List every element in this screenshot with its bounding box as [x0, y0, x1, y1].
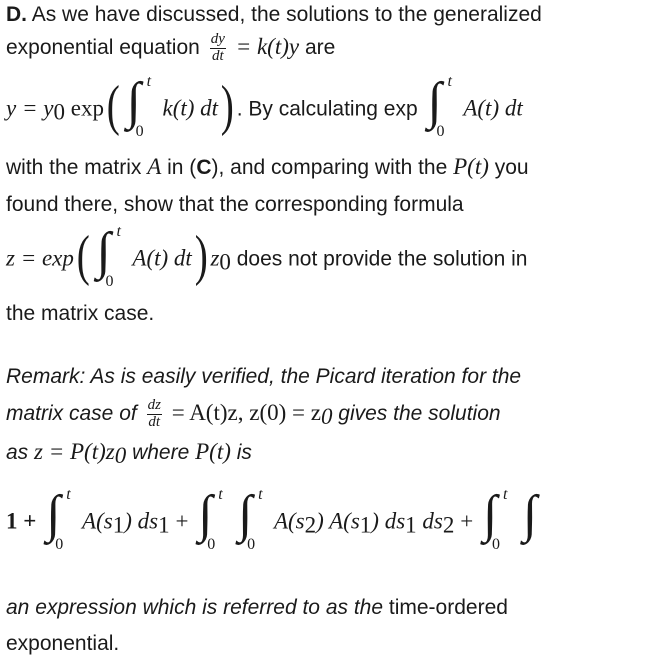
dz-dt-fraction: $\frac{dz}{dt}$	[147, 397, 161, 430]
integral-sign: ∫ t 0	[46, 486, 71, 553]
d-line-3-text: . By calculating exp	[236, 97, 418, 121]
remark-line-3: as z = P(t)z0 where P(t) is	[6, 439, 252, 468]
integral-sign: ∫ t 0	[427, 73, 452, 140]
d-line-7: the matrix case.	[6, 302, 155, 325]
integral-sign: ∫	[522, 486, 538, 543]
left-paren: (	[106, 75, 120, 137]
remark-line-5: an expression which is referred to as the time-ordered	[6, 596, 508, 619]
d-line-2-tail: are	[304, 35, 336, 59]
remark-line-2: matrix case of $\frac{dz}{dt}$ = A(t)z, z(0) = z0 gives the solution	[6, 397, 501, 430]
integrand-k: k(t) dt	[162, 95, 219, 121]
dy-dt-fraction: $\frac{dy}{dt}$	[210, 31, 225, 64]
remark-line-1: Remark: As is easily verified, the Picard iteration for the	[6, 365, 522, 388]
d-line-3: y = y0 exp( ∫ t 0 k(t) dt) . By calculating exp ∫ t 0 A(t) dt	[6, 73, 523, 140]
d-line-5: found there, show that the corresponding formula	[6, 193, 464, 216]
d-line-4: with the matrix A in (C), and comparing with the P(t) you	[6, 154, 529, 179]
right-paren: )	[220, 75, 234, 137]
d-line-2	[6, 32, 335, 65]
solution-lhs: y = y	[6, 95, 54, 121]
integral-sign: ∫ t 0	[96, 223, 121, 290]
remark-line-6: exponential.	[6, 632, 120, 655]
d-line-6: z = exp( ∫ t 0 A(t) dt) z0 does not provide the solution in	[6, 223, 528, 290]
exp-word: exp	[70, 95, 104, 121]
d-line-1	[6, 4, 542, 25]
integral-sign: ∫ t 0	[198, 486, 223, 553]
part-label: D.	[6, 3, 27, 26]
integral-sign: ∫ t 0	[483, 486, 508, 553]
picard-series: 1 + ∫ t 0 A(s1) ds1 + ∫ t 0 ∫ t 0 A(s2) A(s1) ds1 ds2 + ∫ t 0 ∫	[6, 493, 553, 553]
z-exp: z = exp	[6, 245, 74, 271]
integral-sign: ∫ t 0	[238, 486, 263, 553]
d-line-1-text: As we have discussed, the solutions to the generalized	[31, 3, 542, 26]
ode-equation: = k(t)y	[235, 33, 300, 59]
integrand-A: A(t) dt	[463, 95, 523, 121]
d-line-2-text: exponential equation	[6, 35, 200, 59]
integral-sign: ∫ t 0	[126, 73, 152, 140]
